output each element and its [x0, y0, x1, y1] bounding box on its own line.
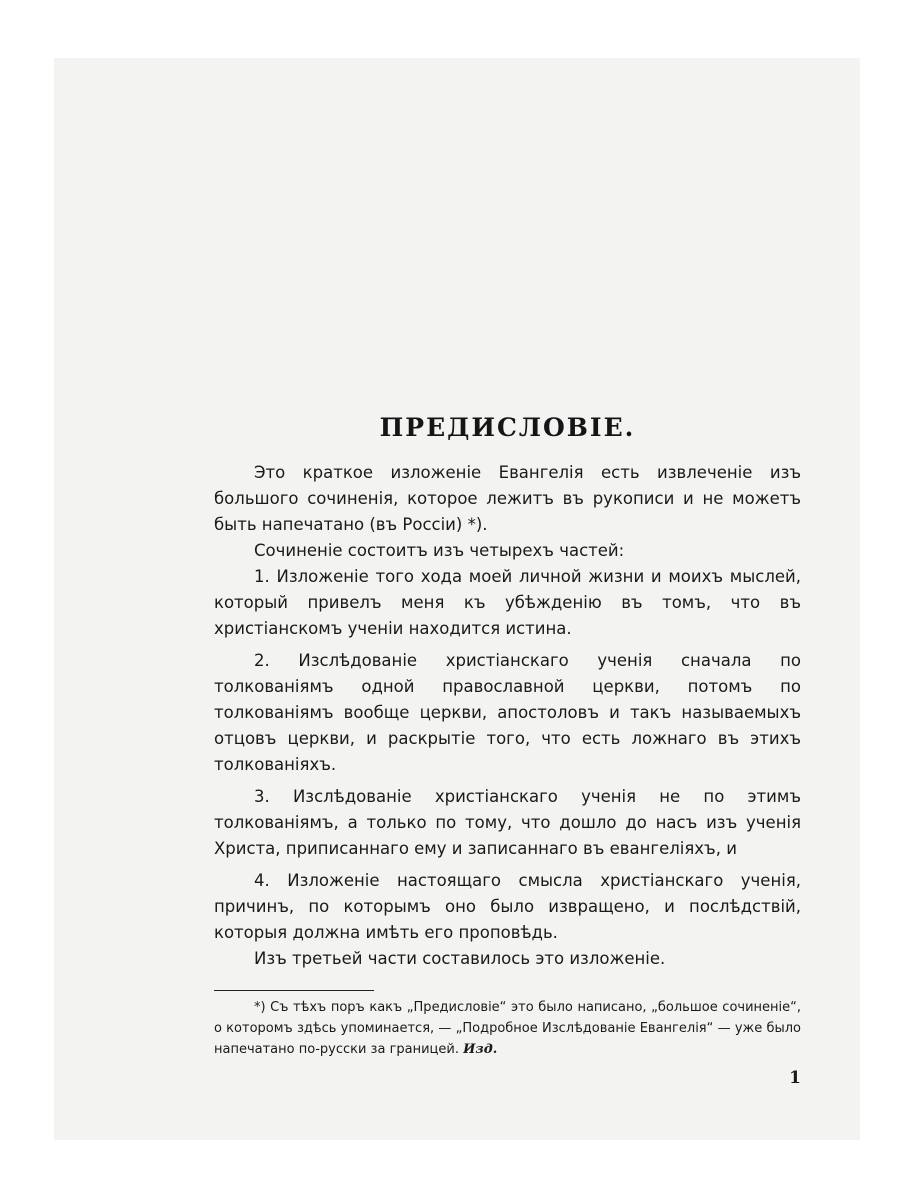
page-title: ПРЕДИСЛОВІЕ. — [379, 413, 636, 442]
footnote-divider — [214, 990, 374, 991]
page-sheet — [54, 58, 860, 1140]
footnote-signature: Изд. — [463, 1042, 498, 1057]
paragraph-part-4: 4. Изложеніе настоящаго смысла христіанскаго ученія, причинъ, по которымъ оно было извращено, и послѣдствій, которыя должна имѣть его проповѣдь. — [214, 871, 801, 942]
page-number: 1 — [789, 1068, 801, 1088]
paragraph-intro: Это краткое изложеніе Евангелія есть извлеченіе изъ большого сочиненія, которое лежитъ въ рукописи и не можетъ быть напечатано (въ Россіи) *). — [214, 463, 801, 534]
paragraph-closing: Изъ третьей части составилось это изложеніе. — [254, 949, 666, 968]
paragraph-parts-intro: Сочиненіе состоитъ изъ четырехъ частей: — [254, 541, 625, 560]
page-content — [214, 413, 801, 1088]
paragraph-part-1: 1. Изложеніе того хода моей личной жизни и моихъ мыслей, который привелъ меня къ убѣжденію въ томъ, что въ христіанскомъ ученіи находится истина. — [214, 567, 801, 638]
paragraph-part-2: 2. Изслѣдованіе христіанскаго ученія сначала по толкованіямъ одной православной церкви, потомъ по толкованіямъ вообще церкви, апостоловъ и такъ называемыхъ отцовъ церкви, и раскрытіе того, что есть ложнаго въ этихъ толкованіяхъ. — [214, 651, 801, 774]
paragraph-part-3: 3. Изслѣдованіе христіанскаго ученія не по этимъ толкованіямъ, а только по тому, что дошло до насъ изъ ученія Христа, приписаннаго ему и записаннаго въ евангеліяхъ, и — [214, 787, 801, 858]
footnote — [214, 997, 801, 1060]
footnote-text: *) Съ тѣхъ поръ какъ „Предисловіе“ это было написано, „большое сочиненіе“, о которомъ здѣсь упоминается, — „Подробное Изслѣдованіе Евангелія“ — уже было напечатано по-русски за границей. — [214, 1000, 801, 1057]
